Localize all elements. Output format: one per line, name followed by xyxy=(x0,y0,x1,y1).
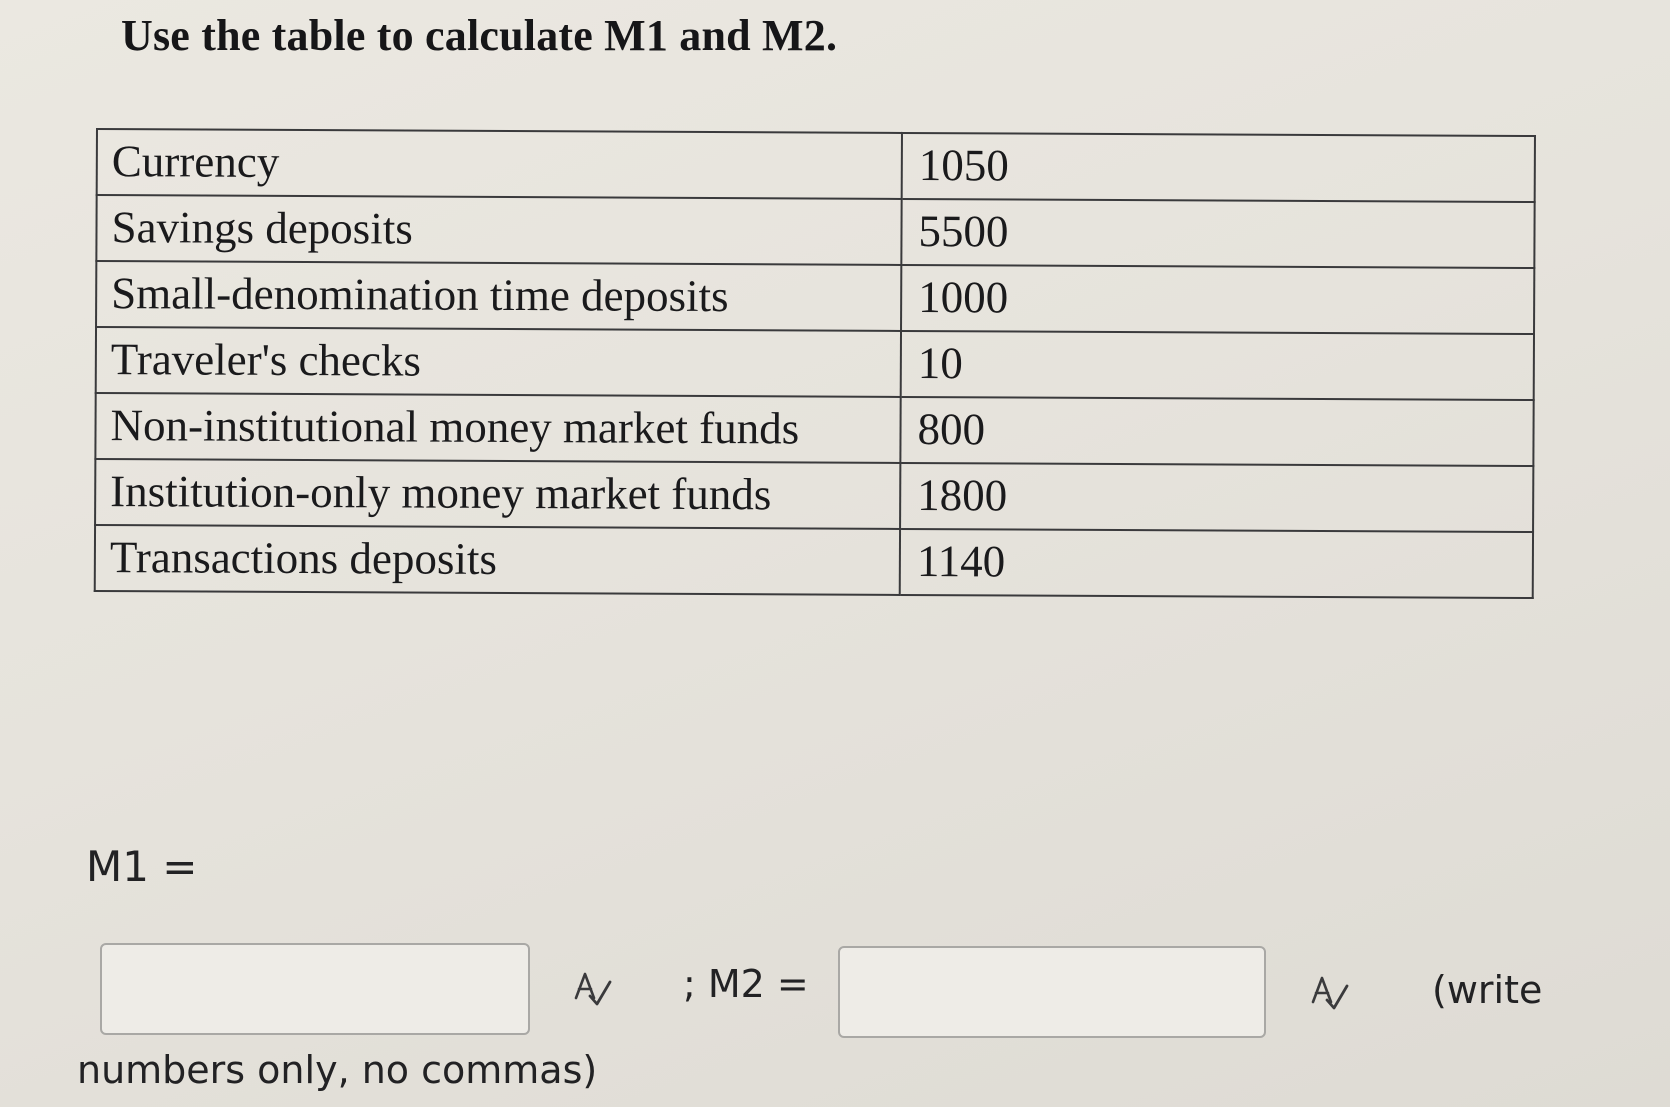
row-value: 10 xyxy=(901,331,1534,400)
spellcheck-icon[interactable] xyxy=(1307,970,1351,1014)
m1-answer-input[interactable] xyxy=(100,943,530,1035)
question-title: Use the table to calculate M1 and M2. xyxy=(121,11,838,60)
table-row xyxy=(97,129,1535,202)
instruction-text-continued: numbers only, no commas) xyxy=(77,1048,598,1092)
table-row xyxy=(96,327,1534,400)
row-value: 1000 xyxy=(901,265,1534,334)
row-label: Transactions deposits xyxy=(95,525,900,595)
m2-answer-input[interactable] xyxy=(838,946,1266,1038)
spellcheck-icon[interactable] xyxy=(570,966,614,1010)
money-supply-table xyxy=(94,128,1536,599)
row-label: Currency xyxy=(97,129,902,199)
row-label: Small-denomination time deposits xyxy=(96,261,901,331)
row-label: Institution-only money market funds xyxy=(95,459,900,529)
row-value: 1800 xyxy=(900,463,1533,532)
table-row xyxy=(95,393,1533,466)
table-row xyxy=(96,261,1534,334)
row-value: 1140 xyxy=(900,529,1533,598)
table-row xyxy=(96,195,1534,268)
table-row xyxy=(95,525,1533,598)
row-value: 800 xyxy=(900,397,1533,466)
table-row xyxy=(95,459,1533,532)
row-value: 1050 xyxy=(902,133,1535,202)
row-label: Savings deposits xyxy=(96,195,901,265)
row-label: Non-institutional money market funds xyxy=(95,393,900,463)
m2-label: ; M2 = xyxy=(683,962,809,1006)
m1-label: M1 = xyxy=(86,842,198,891)
row-label: Traveler's checks xyxy=(96,327,901,397)
row-value: 5500 xyxy=(901,199,1534,268)
instruction-text: (write xyxy=(1432,968,1543,1012)
